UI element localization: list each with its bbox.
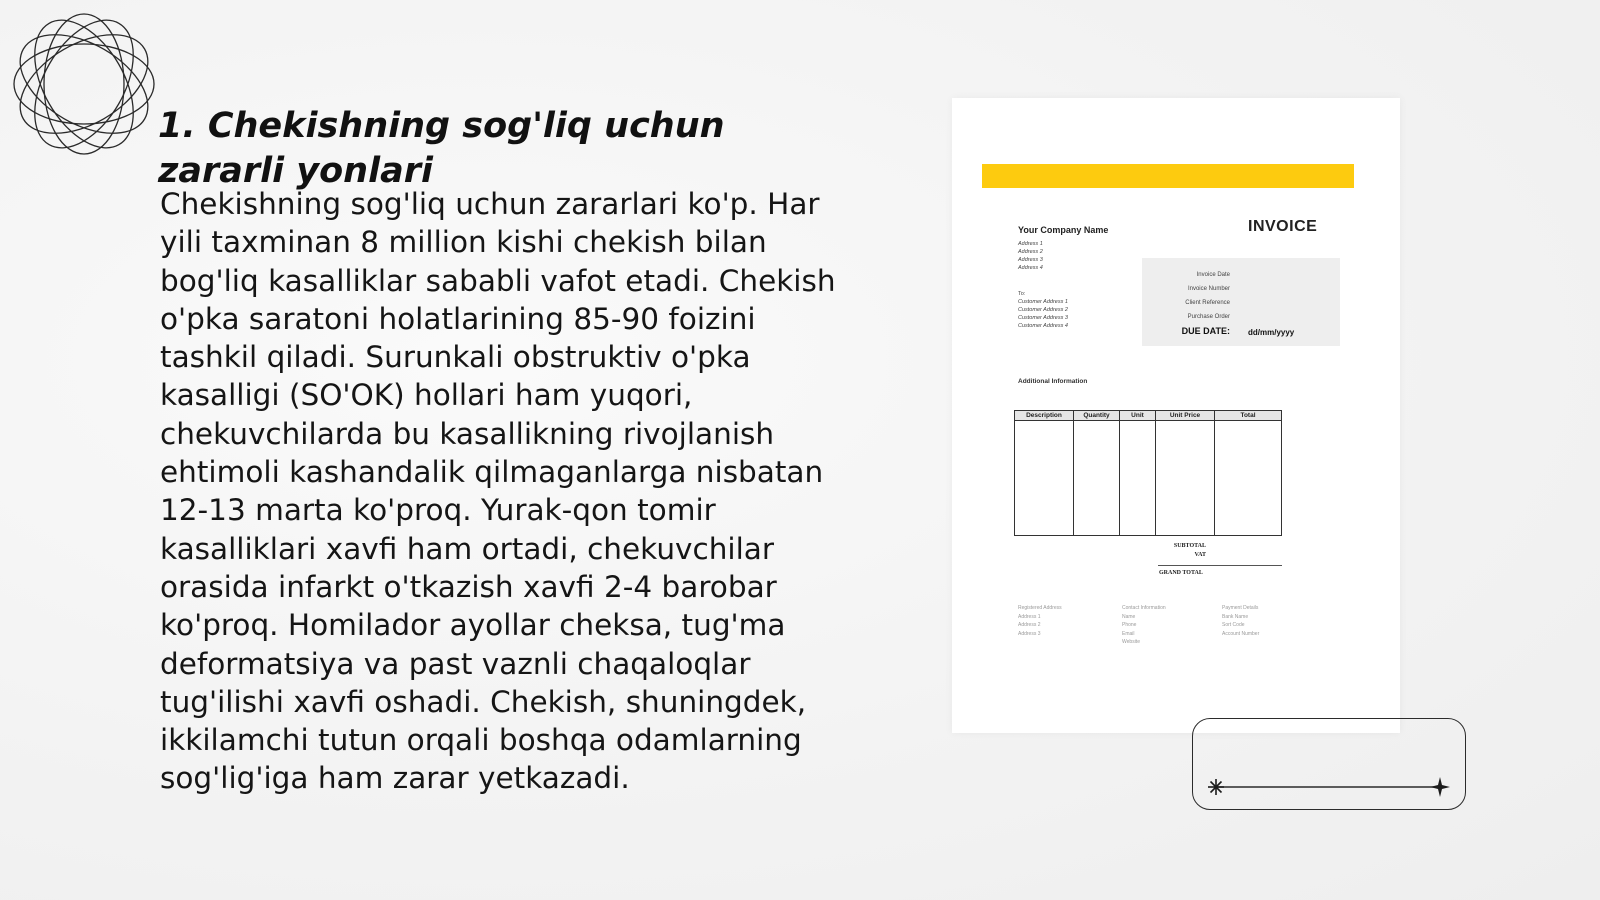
star-icon [1430, 777, 1450, 797]
invoice-grand-total-label: GRAND TOTAL [1159, 570, 1203, 576]
invoice-column-header: Description [1015, 411, 1074, 421]
invoice-footer-line: Bank Name [1222, 613, 1249, 620]
invoice-footer-registered [1018, 604, 1062, 638]
invoice-customer-block [1018, 290, 1068, 330]
invoice-column-header: Total [1215, 411, 1282, 421]
invoice-to-label: To: [1018, 291, 1026, 297]
invoice-client-reference-label: Client Reference [1185, 300, 1230, 306]
invoice-footer-line: Contact Information [1122, 605, 1166, 611]
invoice-customer-line: Customer Address 4 [1018, 323, 1068, 329]
invoice-customer-line: Customer Address 3 [1018, 315, 1068, 321]
table-cell [1120, 421, 1156, 536]
decorative-line [1200, 775, 1456, 799]
table-cell [1074, 421, 1120, 536]
invoice-customer-line: Customer Address 2 [1018, 307, 1068, 313]
invoice-address-line: Address 3 [1018, 257, 1043, 263]
invoice-items-table [1014, 410, 1282, 536]
invoice-company-name: Your Company Name [1018, 225, 1109, 235]
invoice-footer-contact [1122, 604, 1166, 647]
invoice-footer-line: Address 3 [1018, 630, 1041, 637]
invoice-total-divider [1158, 565, 1282, 566]
invoice-footer-line: Payment Details [1222, 605, 1259, 611]
invoice-vat-label: VAT [1194, 552, 1206, 558]
invoice-date-label: Invoice Date [1196, 272, 1230, 278]
invoice-subtotal-label: SUBTOTAL [1173, 543, 1206, 549]
invoice-footer-line: Registered Address [1018, 605, 1062, 611]
invoice-footer-line: Website [1122, 639, 1140, 645]
sparkle-icon [1208, 779, 1224, 795]
invoice-footer-line: Phone [1122, 622, 1137, 628]
invoice-accent-bar [982, 164, 1354, 188]
invoice-footer-line: Address 2 [1018, 622, 1041, 628]
table-cell [1215, 421, 1282, 536]
invoice-due-date-value: dd/mm/yyyy [1248, 328, 1295, 337]
invoice-totals [1166, 542, 1206, 560]
invoice-meta-box [1142, 258, 1340, 346]
invoice-column-header: Quantity [1074, 411, 1120, 421]
slide-body-text: Chekishning sog'liq uchun zararlari ko'p. Har yili taxminan 8 million kishi chekish bilan bog'liq kasalliklar sababli vafot etadi. Chekish o'pka saratoni holatlarining 85-90 foizini tashkil qiladi. Surunkali obstruktiv o'pka kasalligi (SO'OK) hollari ham yuqori, chekuvchilarda bu kasallikning rivojlanish ehtimoli kashandalik qilmaganlarga nisbatan 12-13 marta ko'proq. Yurak-qon tomir kasalliklari xavfi ham ortadi, chekuvchilar orasida infarkt o'tkazish xavfi 2-4 barobar ko'proq. Homilador ayollar cheksa, tug'ma deformatsiya va past vaznli chaqaloqlar tug'ilishi xavfi oshadi. Chekish, shuningdek, ikkilamchi tutun orqali boshqa odamlarning sog'lig'iga ham zarar yetkazadi. [160, 187, 836, 796]
invoice-column-header: Unit [1120, 411, 1156, 421]
invoice-template-image [952, 98, 1400, 733]
invoice-customer-line: Customer Address 1 [1018, 299, 1068, 305]
invoice-footer-line: Name [1122, 613, 1136, 620]
invoice-address-line: Address 1 [1018, 241, 1043, 247]
table-cell [1015, 421, 1074, 536]
invoice-number-label: Invoice Number [1187, 286, 1230, 292]
invoice-purchase-order-label: Purchase Order [1187, 314, 1230, 320]
decorative-rings-icon [8, 8, 160, 160]
invoice-footer-payment [1222, 604, 1259, 638]
invoice-address-line: Address 2 [1018, 249, 1043, 255]
invoice-column-header: Unit Price [1156, 411, 1215, 421]
invoice-title: INVOICE [1248, 218, 1318, 235]
invoice-address-block [1018, 240, 1043, 272]
table-row [1015, 421, 1282, 536]
table-cell [1156, 421, 1215, 536]
invoice-footer-line: Sort Code [1222, 622, 1245, 628]
slide-title: 1. Chekishning sog'liq uchun zararli yonlari [158, 106, 725, 191]
invoice-due-date-label: DUE DATE: [1181, 326, 1230, 336]
invoice-additional-info: Additional Information [1018, 378, 1088, 385]
invoice-footer-line: Address 1 [1018, 613, 1041, 620]
invoice-footer-line: Email [1122, 630, 1135, 637]
invoice-address-line: Address 4 [1018, 265, 1043, 271]
invoice-footer-line: Account Number [1222, 630, 1260, 637]
